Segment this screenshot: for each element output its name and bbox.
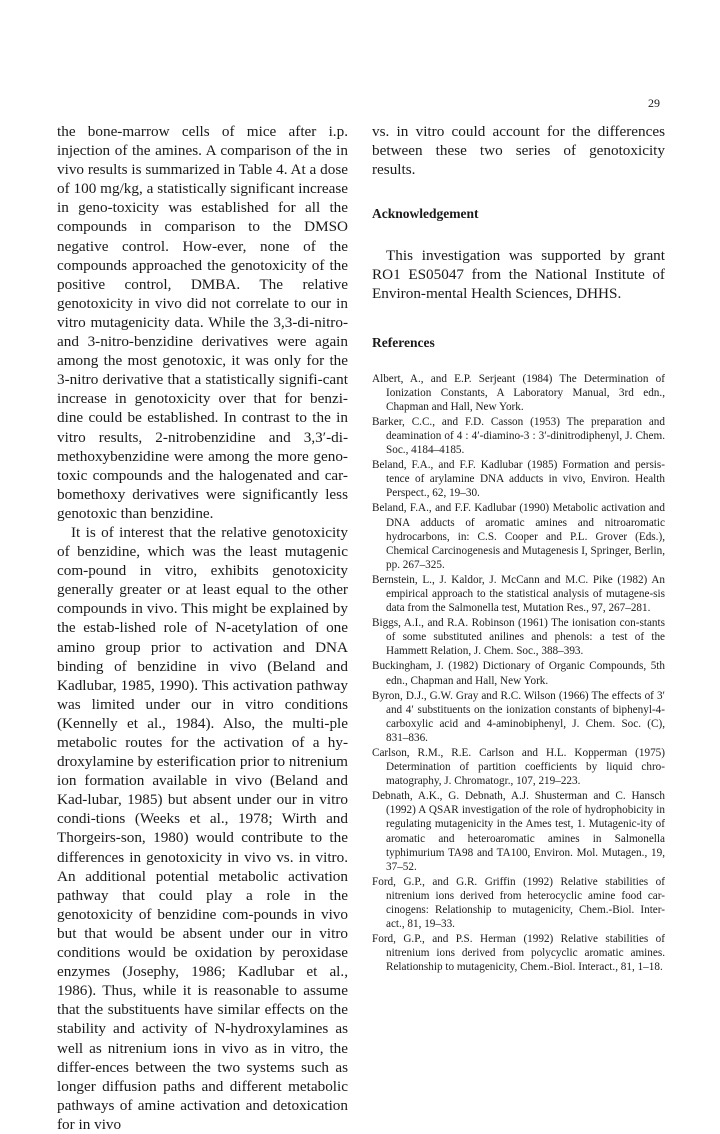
reference-item: Biggs, A.I., and R.A. Robinson (1961) The ionisation con-stants of some substituted anilines and phenols: a test of the Hammett Relation, J. Chem. Soc., 388–393. bbox=[372, 617, 665, 658]
reference-item: Bernstein, L., J. Kaldor, J. McCann and M.C. Pike (1982) An empirical approach to the statistical analysis of mutagene-sis data from the Salmonella test, Mutation Res., 97, 267–281. bbox=[372, 573, 665, 615]
body-paragraph: vs. in vitro could account for the differences between these two series of genotoxicity results. bbox=[372, 123, 665, 179]
acknowledgement-heading: Acknowledgement bbox=[372, 206, 479, 222]
reference-item: Beland, F.A., and F.F. Kadlubar (1985) Formation and persis-tence of arylamine DNA adducts in vivo, Environ. Health Perspect., 62, 19–30. bbox=[372, 459, 665, 500]
reference-item: Beland, F.A., and F.F. Kadlubar (1990) Metabolic activation and DNA adducts of aromatic amines and nitroaromatic hydrocarbons, in: C.S. Cooper and P.L. Grover (Eds.), Chemical Carcinogenesis and Mutagenesis I, Springer, Berlin, pp. 267–325. bbox=[372, 502, 665, 571]
references-heading: References bbox=[372, 334, 435, 350]
page-number: 29 bbox=[648, 96, 660, 110]
reference-list bbox=[372, 372, 665, 975]
right-column bbox=[372, 122, 665, 976]
reference-item: Ford, G.P., and P.S. Herman (1992) Relative stabilities of nitrenium ions derived from polycyclic aromatic amines. Relationship to mutagenicity, Chem.-Biol. Interact., 81, 1–18. bbox=[372, 933, 665, 974]
left-column bbox=[57, 122, 348, 1134]
reference-item: Buckingham, J. (1982) Dictionary of Organic Compounds, 5th edn., Chapman and Hall, New York. bbox=[372, 660, 665, 687]
reference-item: Albert, A., and E.P. Serjeant (1984) The Determination of Ionization Constants, A Laboratory Manual, 3rd edn., Chapman and Hall, New York. bbox=[372, 372, 665, 413]
body-paragraph: the bone-marrow cells of mice after i.p. injection of the amines. A comparison of the in vivo results is summarized in Table 4. At a dose of 100 mg/kg, a statistically significant increase in geno-toxicity was established for all the compounds in comparison to the DMSO negative control. How-ever, none of the compounds approached the genotoxicity of the positive control, DMBA. The relative genotoxicity in vivo did not correlate to our in vitro mutagenicity data. While the 3,3-di-nitro- and 3-nitro-benzidine derivatives were again among the most genotoxic, it was only for the 3-nitro derivative that a statistically signifi-cant increase in genotoxicity over that for benzi-dine could be established. In contrast to the in vitro results, 2-nitrobenzidine and 3,3′-di-methoxybenzidine were among the more geno-toxic compounds and the halogenated and car-bomethoxy derivatives were significantly less genotoxic than benzidine. bbox=[57, 123, 348, 522]
reference-item: Byron, D.J., G.W. Gray and R.C. Wilson (1966) The effects of 3′ and 4′ substituents on the ionization constants of biphenyl-4-carboxylic acid and 4-aminobiphenyl, J. Chem. Soc. (C), 831–836. bbox=[372, 689, 665, 744]
acknowledgement-text: This investigation was supported by grant RO1 ES05047 from the National Institute of Environ-mental Health Sciences, DHHS. bbox=[372, 247, 665, 303]
body-paragraph: It is of interest that the relative genotoxicity of benzidine, which was the least mutagenic com-pound in vitro, exhibits genotoxicity generally greater or at least equal to the other compounds in vivo. This might be explained by the estab-lished role of N-acetylation of one amino group prior to activation and DNA binding of benzidine in vivo (Beland and Kadlubar, 1985, 1990). This activation pathway was limited under our in vitro conditions (Kennelly et al., 1984). Also, the multi-ple metabolic routes for the activation of a hy-droxylamine by esterification prior to nitrenium ion formation available in vivo (Beland and Kad-lubar, 1985) but absent under our in vitro condi-tions (Weeks et al., 1978; Wirth and Thorgeirs-son, 1980) would contribute to the differences in genotoxicity in vivo vs. in vitro. An additional potential metabolic activation pathway that could play a role in the genotoxicity of benzidine com-pounds in vivo but that would be absent under our in vitro conditions would be oxidation by peroxidase enzymes (Josephy, 1986; Kadlubar et al., 1986). Thus, while it is reasonable to assume that the substituents have similar effects on the stability and activity of N-hydroxylamines as well as nitrenium ions in vivo as in vitro, the differ-ences between the two systems such as longer diffusion paths and different metabolic pathways of amine activation and detoxication for in vivo bbox=[57, 523, 348, 1133]
reference-item: Barker, C.C., and F.D. Casson (1953) The preparation and deamination of 4 : 4′-diamino-3 : 3′-dinitrodiphenyl, J. Chem. Soc., 4184–4185. bbox=[372, 415, 665, 457]
reference-item: Debnath, A.K., G. Debnath, A.J. Shusterman and C. Hansch (1992) A QSAR investigation of the role of hydrophobicity in regulating mutagenicity in the Ames test, 1. Mutagenic-ity of aromatic and heteroaromatic amines in Salmonella typhimurium TA98 and TA100, Environ. Mol. Mutagen., 19, 37–52. bbox=[372, 790, 665, 873]
reference-item: Ford, G.P., and G.R. Griffin (1992) Relative stabilities of nitrenium ions derived from heterocyclic amine food car-cinogens: Relationship to mutagenicity, Chem.-Biol. Inter-act., 81, 19–33. bbox=[372, 875, 665, 931]
reference-item: Carlson, R.M., R.E. Carlson and H.L. Kopperman (1975) Determination of partition coefficients by liquid chro-matography, J. Chromatogr., 107, 219–223. bbox=[372, 747, 665, 788]
